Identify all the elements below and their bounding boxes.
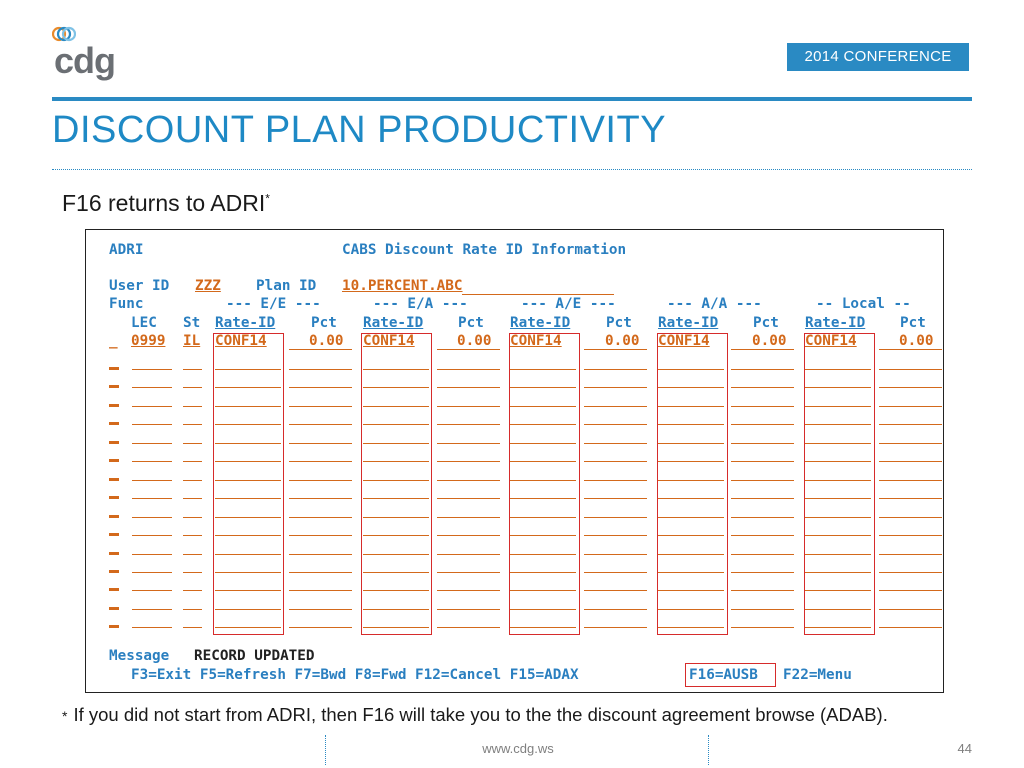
row-select-cursor[interactable]	[109, 625, 119, 628]
empty-input-field[interactable]	[437, 572, 500, 573]
user-id-label: User ID	[109, 278, 170, 294]
empty-input-field[interactable]	[584, 627, 647, 628]
row-select-cursor[interactable]	[109, 607, 119, 610]
empty-input-field[interactable]	[289, 461, 352, 462]
empty-input-field[interactable]	[879, 387, 942, 388]
cdg-logo	[52, 22, 132, 82]
empty-input-field[interactable]	[183, 443, 202, 444]
empty-input-field[interactable]	[437, 554, 500, 555]
empty-input-field[interactable]	[584, 590, 647, 591]
empty-input-field[interactable]	[584, 609, 647, 610]
empty-input-field[interactable]	[879, 480, 942, 481]
empty-input-field[interactable]	[132, 535, 172, 536]
empty-input-field[interactable]	[437, 535, 500, 536]
empty-input-field[interactable]	[183, 554, 202, 555]
group-header-ee: --- E/E ---	[226, 296, 321, 312]
rate-id-field-ea[interactable]: CONF14	[363, 333, 415, 349]
plan-id-field[interactable]: 10.PERCENT.ABC	[342, 278, 463, 294]
row-select-cursor[interactable]	[109, 385, 119, 388]
highlight-box-rate-id-ee	[213, 333, 284, 635]
empty-input-field[interactable]	[437, 590, 500, 591]
group-header-ea: --- E/A ---	[373, 296, 468, 312]
empty-input-field[interactable]	[879, 590, 942, 591]
empty-input-field[interactable]	[183, 480, 202, 481]
empty-input-field[interactable]	[584, 406, 647, 407]
empty-input-field[interactable]	[437, 609, 500, 610]
col-header-pct: Pct	[900, 315, 926, 331]
empty-input-field[interactable]	[289, 590, 352, 591]
plan-id-label: Plan ID	[256, 278, 317, 294]
empty-input-field[interactable]	[132, 572, 172, 573]
empty-input-field[interactable]	[584, 535, 647, 536]
empty-input-field[interactable]	[183, 627, 202, 628]
empty-input-field[interactable]	[731, 517, 794, 518]
col-header-pct: Pct	[606, 315, 632, 331]
col-header-rate-id: Rate-ID	[658, 315, 719, 331]
empty-input-field[interactable]	[132, 443, 172, 444]
empty-input-field[interactable]	[731, 369, 794, 370]
empty-input-field[interactable]	[584, 572, 647, 573]
col-header-lec: LEC	[131, 315, 157, 331]
col-header-pct: Pct	[458, 315, 484, 331]
empty-input-field[interactable]	[584, 461, 647, 462]
pct-field-underline	[584, 349, 647, 350]
empty-input-field[interactable]	[584, 424, 647, 425]
row-select-cursor[interactable]	[109, 496, 119, 499]
empty-input-field[interactable]	[437, 461, 500, 462]
empty-input-field[interactable]	[437, 424, 500, 425]
pct-field-aa[interactable]: 0.00	[752, 333, 787, 349]
empty-input-field[interactable]	[183, 572, 202, 573]
pct-field-ea[interactable]: 0.00	[457, 333, 492, 349]
footer-url: www.cdg.ws	[482, 741, 554, 756]
empty-input-field[interactable]	[289, 387, 352, 388]
empty-input-field[interactable]	[879, 424, 942, 425]
empty-input-field[interactable]	[731, 554, 794, 555]
empty-input-field[interactable]	[183, 387, 202, 388]
pct-field-underline	[879, 349, 942, 350]
rate-id-field-local[interactable]: CONF14	[805, 333, 857, 349]
empty-input-field[interactable]	[289, 424, 352, 425]
message-label: Message	[109, 648, 170, 664]
col-header-rate-id: Rate-ID	[215, 315, 276, 331]
empty-input-field[interactable]	[584, 387, 647, 388]
empty-input-field[interactable]	[437, 480, 500, 481]
slide-subtitle	[62, 190, 270, 217]
footnote-mark: *	[62, 708, 68, 724]
empty-input-field[interactable]	[584, 480, 647, 481]
empty-input-field[interactable]	[289, 406, 352, 407]
pct-field-underline	[437, 349, 500, 350]
empty-input-field[interactable]	[437, 443, 500, 444]
empty-input-field[interactable]	[132, 609, 172, 610]
empty-input-field[interactable]	[183, 369, 202, 370]
row-select-cursor[interactable]	[109, 367, 119, 370]
empty-input-field[interactable]	[584, 517, 647, 518]
highlight-box-f16	[685, 663, 776, 687]
empty-input-field[interactable]	[132, 387, 172, 388]
empty-input-field[interactable]	[289, 480, 352, 481]
empty-input-field[interactable]	[879, 498, 942, 499]
function-keys-line: F3=Exit F5=Refresh F7=Bwd F8=Fwd F12=Cancel F15=ADAX	[131, 667, 579, 683]
title-divider	[52, 169, 972, 170]
empty-input-field[interactable]	[879, 627, 942, 628]
row-select-cursor[interactable]	[109, 588, 119, 591]
pct-field-ae[interactable]: 0.00	[605, 333, 640, 349]
group-header-aa: --- A/A ---	[667, 296, 762, 312]
adri-terminal-screen	[85, 229, 944, 693]
empty-input-field[interactable]	[584, 554, 647, 555]
empty-input-field[interactable]	[879, 443, 942, 444]
pct-field-underline	[731, 349, 794, 350]
empty-input-field[interactable]	[879, 369, 942, 370]
row-select-cursor[interactable]	[109, 570, 119, 573]
empty-input-field[interactable]	[289, 572, 352, 573]
empty-input-field[interactable]	[731, 572, 794, 573]
empty-input-field[interactable]	[183, 535, 202, 536]
lec-field[interactable]: 0999	[131, 333, 166, 349]
row-select-cursor[interactable]	[109, 533, 119, 536]
page-title: DISCOUNT PLAN PRODUCTIVITY	[52, 109, 667, 151]
empty-input-field[interactable]	[731, 387, 794, 388]
empty-input-field[interactable]	[731, 443, 794, 444]
conference-badge: 2014 CONFERENCE	[787, 43, 969, 71]
screen-id: ADRI	[109, 242, 144, 258]
empty-input-field[interactable]	[289, 554, 352, 555]
empty-input-field[interactable]	[183, 517, 202, 518]
group-header-ae: --- A/E ---	[521, 296, 616, 312]
footnote	[62, 700, 942, 731]
empty-input-field[interactable]	[584, 369, 647, 370]
empty-input-field[interactable]	[183, 498, 202, 499]
rate-id-field-aa[interactable]: CONF14	[658, 333, 710, 349]
empty-input-field[interactable]	[731, 461, 794, 462]
empty-input-field[interactable]	[731, 590, 794, 591]
rate-id-field-ae[interactable]: CONF14	[510, 333, 562, 349]
empty-input-field[interactable]	[879, 609, 942, 610]
state-field[interactable]: IL	[183, 333, 201, 349]
user-id-field[interactable]: ZZZ	[195, 278, 221, 294]
empty-input-field[interactable]	[879, 535, 942, 536]
empty-input-field[interactable]	[289, 443, 352, 444]
empty-input-field[interactable]	[731, 535, 794, 536]
empty-input-field[interactable]	[132, 498, 172, 499]
empty-input-field[interactable]	[289, 627, 352, 628]
pct-field-underline	[289, 349, 352, 350]
highlight-box-rate-id-local	[804, 333, 875, 635]
row-select-cursor[interactable]: _	[109, 333, 118, 349]
row-select-cursor[interactable]	[109, 459, 119, 462]
empty-input-field[interactable]	[289, 369, 352, 370]
empty-input-field[interactable]	[132, 627, 172, 628]
empty-input-field[interactable]	[437, 517, 500, 518]
col-header-rate-id: Rate-ID	[363, 315, 424, 331]
rate-id-field-ee[interactable]: CONF14	[215, 333, 267, 349]
func-label: Func	[109, 296, 144, 312]
group-header-local: -- Local --	[816, 296, 911, 312]
empty-input-field[interactable]	[183, 406, 202, 407]
highlight-box-rate-id-ae	[509, 333, 580, 635]
empty-input-field[interactable]	[879, 461, 942, 462]
empty-input-field[interactable]	[183, 590, 202, 591]
footer-separator	[708, 735, 709, 765]
empty-input-field[interactable]	[731, 609, 794, 610]
empty-input-field[interactable]	[132, 517, 172, 518]
empty-input-field[interactable]	[132, 480, 172, 481]
f16-ausb-key[interactable]: F16=AUSB	[689, 667, 758, 683]
empty-input-field[interactable]	[731, 627, 794, 628]
empty-input-field[interactable]	[437, 387, 500, 388]
subtitle-text: F16 returns to ADRI	[62, 190, 266, 216]
col-header-rate-id: Rate-ID	[805, 315, 866, 331]
empty-input-field[interactable]	[132, 369, 172, 370]
row-select-cursor[interactable]	[109, 404, 119, 407]
empty-input-field[interactable]	[437, 369, 500, 370]
empty-input-field[interactable]	[584, 498, 647, 499]
empty-input-field[interactable]	[731, 498, 794, 499]
row-select-cursor[interactable]	[109, 552, 119, 555]
empty-input-field[interactable]	[132, 424, 172, 425]
row-select-cursor[interactable]	[109, 422, 119, 425]
empty-input-field[interactable]	[289, 517, 352, 518]
empty-input-field[interactable]	[731, 480, 794, 481]
empty-input-field[interactable]	[437, 498, 500, 499]
message-text: RECORD UPDATED	[194, 648, 315, 664]
row-select-cursor[interactable]	[109, 515, 119, 518]
col-header-pct: Pct	[311, 315, 337, 331]
row-select-cursor[interactable]	[109, 478, 119, 481]
subtitle-footnote-mark: *	[265, 191, 270, 206]
empty-input-field[interactable]	[879, 406, 942, 407]
title-rule	[52, 97, 972, 101]
empty-input-field[interactable]	[879, 554, 942, 555]
empty-input-field[interactable]	[132, 590, 172, 591]
empty-input-field[interactable]	[183, 461, 202, 462]
empty-input-field[interactable]	[584, 443, 647, 444]
empty-input-field[interactable]	[289, 609, 352, 610]
logo-wordmark: cdg	[54, 40, 116, 81]
col-header-pct: Pct	[753, 315, 779, 331]
empty-input-field[interactable]	[289, 535, 352, 536]
col-header-rate-id: Rate-ID	[510, 315, 571, 331]
highlight-box-rate-id-aa	[657, 333, 728, 635]
empty-input-field[interactable]	[731, 406, 794, 407]
footnote-text: If you did not start from ADRI, then F16 will take you to the the discount agreement browse (ADAB).	[73, 704, 888, 725]
pct-field-ee[interactable]: 0.00	[309, 333, 344, 349]
row-select-cursor[interactable]	[109, 441, 119, 444]
empty-input-field[interactable]	[437, 406, 500, 407]
empty-input-field[interactable]	[183, 609, 202, 610]
pct-field-local[interactable]: 0.00	[899, 333, 934, 349]
empty-input-field[interactable]	[183, 424, 202, 425]
empty-input-field[interactable]	[132, 554, 172, 555]
empty-input-field[interactable]	[731, 424, 794, 425]
col-header-st: St	[183, 315, 201, 331]
empty-input-field[interactable]	[879, 517, 942, 518]
page-number: 44	[957, 741, 972, 756]
f22-menu-key[interactable]: F22=Menu	[783, 667, 852, 683]
empty-input-field[interactable]	[879, 572, 942, 573]
footer-separator	[325, 735, 326, 765]
screen-title: CABS Discount Rate ID Information	[342, 242, 627, 258]
empty-input-field[interactable]	[289, 498, 352, 499]
empty-input-field[interactable]	[132, 406, 172, 407]
empty-input-field[interactable]	[132, 461, 172, 462]
empty-input-field[interactable]	[437, 627, 500, 628]
highlight-box-rate-id-ea	[361, 333, 432, 635]
